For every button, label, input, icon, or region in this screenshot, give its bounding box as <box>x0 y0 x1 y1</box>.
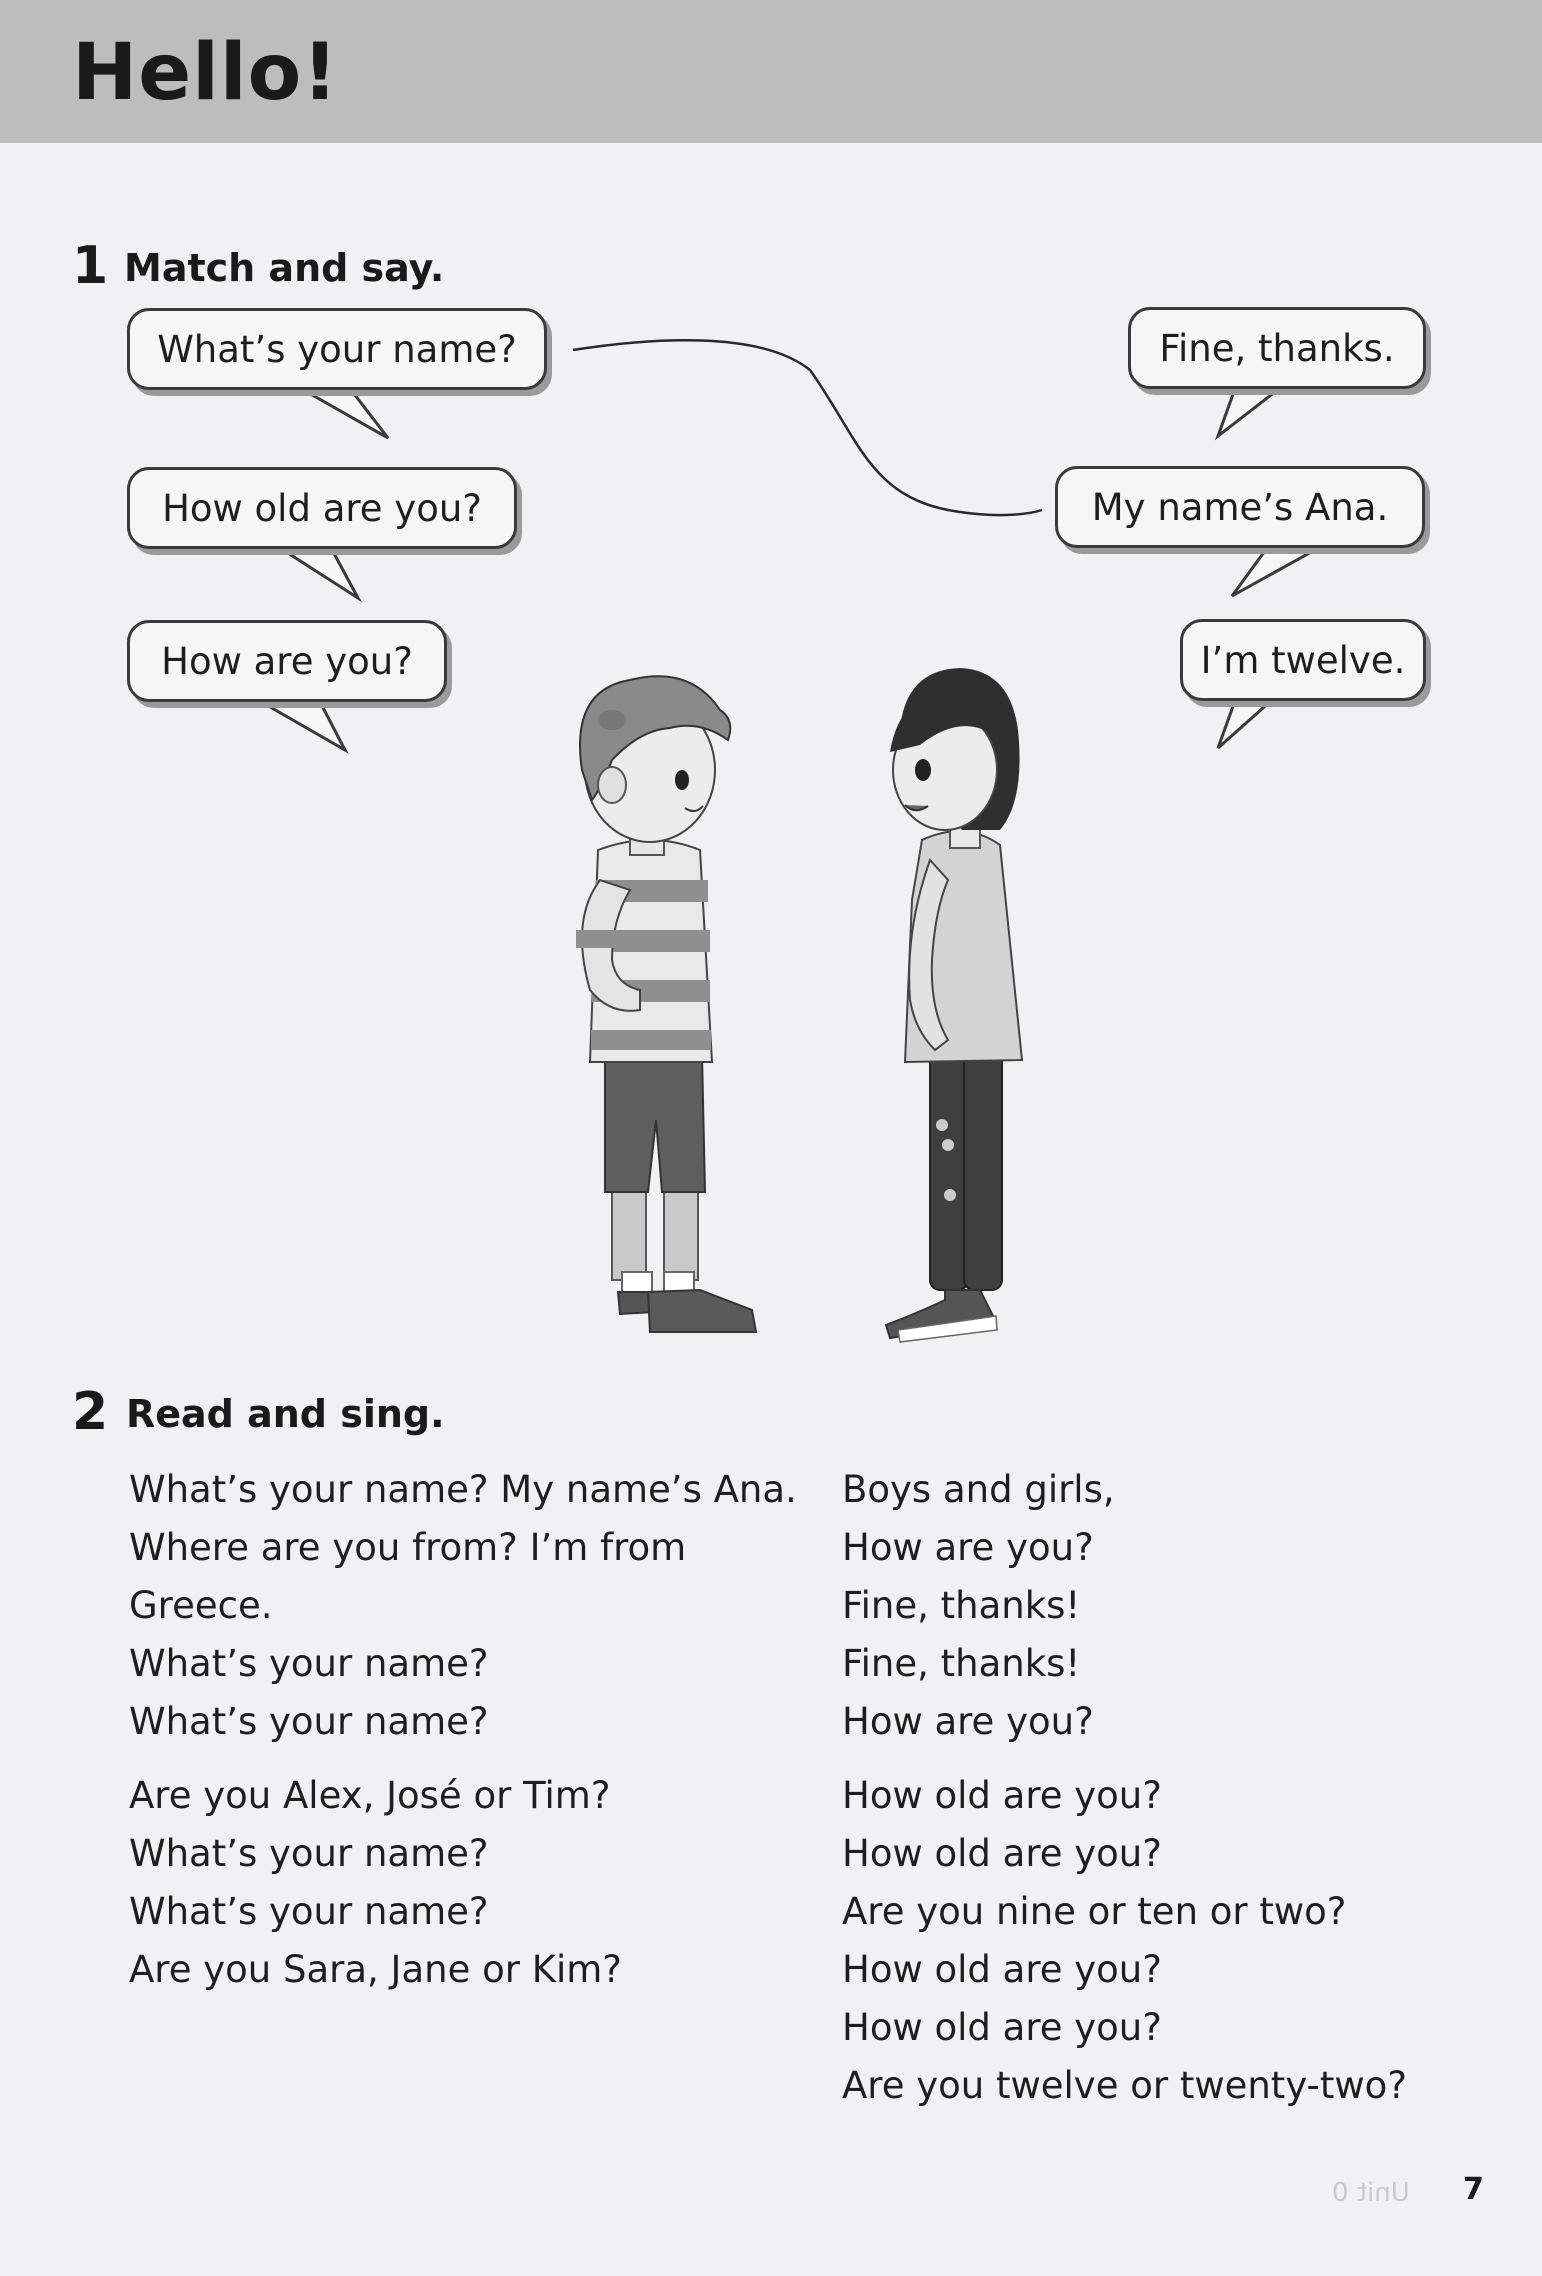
song-line: What’s your name? <box>129 1890 489 1933</box>
bubble-whats-your-name[interactable]: What’s your name? <box>127 308 547 390</box>
bubble-how-old-are-you[interactable]: How old are you? <box>127 467 517 549</box>
boy-illustration <box>576 676 756 1332</box>
song-line: Fine, thanks! <box>842 1642 1081 1685</box>
exercise-2-title: Read and sing. <box>126 1392 445 1436</box>
bubble-fine-thanks[interactable]: Fine, thanks. <box>1128 307 1426 389</box>
song-line: Are you Sara, Jane or Kim? <box>129 1948 622 1991</box>
song-line: Fine, thanks! <box>842 1584 1081 1627</box>
song-line: How old are you? <box>842 1832 1162 1875</box>
stanza-gap <box>842 1751 1407 1767</box>
song-line: How are you? <box>842 1526 1094 1569</box>
song-line: What’s your name? <box>129 1700 489 1743</box>
song-line: How old are you? <box>842 1948 1162 1991</box>
song-line: How old are you? <box>842 1774 1162 1817</box>
song-line: Are you Alex, José or Tim? <box>129 1774 611 1817</box>
song-line: What’s your name? My name’s Ana. <box>129 1468 797 1511</box>
bubble-how-are-you[interactable]: How are you? <box>127 620 447 702</box>
song-line: Are you nine or ten or two? <box>842 1890 1347 1933</box>
song-line: Boys and girls, <box>842 1468 1115 1511</box>
song-line: How are you? <box>842 1700 1094 1743</box>
page-number: 7 <box>1463 2172 1484 2207</box>
bubble-my-names-ana[interactable]: My name’s Ana. <box>1055 466 1425 548</box>
song-right-column <box>842 1461 1407 2115</box>
song-line: What’s your name? <box>129 1642 489 1685</box>
girl-illustration <box>886 668 1022 1342</box>
song-line: Greece. <box>129 1584 273 1627</box>
song-line: Are you twelve or twenty-two? <box>842 2064 1407 2107</box>
song-line: How old are you? <box>842 2006 1162 2049</box>
match-line <box>573 340 1042 515</box>
exercise-2-number: 2 <box>72 1382 109 1442</box>
song-left-column <box>129 1461 797 1999</box>
page-title: Hello! <box>72 28 339 118</box>
bubble-im-twelve[interactable]: I’m twelve. <box>1180 619 1426 701</box>
stanza-gap <box>129 1751 797 1767</box>
song-line: Where are you from? I’m from <box>129 1526 687 1569</box>
unit-label: Unit 0 <box>1332 2178 1410 2208</box>
exercise-1-title: Match and say. <box>124 246 445 290</box>
song-line: What’s your name? <box>129 1832 489 1875</box>
exercise-1-number: 1 <box>72 236 109 296</box>
